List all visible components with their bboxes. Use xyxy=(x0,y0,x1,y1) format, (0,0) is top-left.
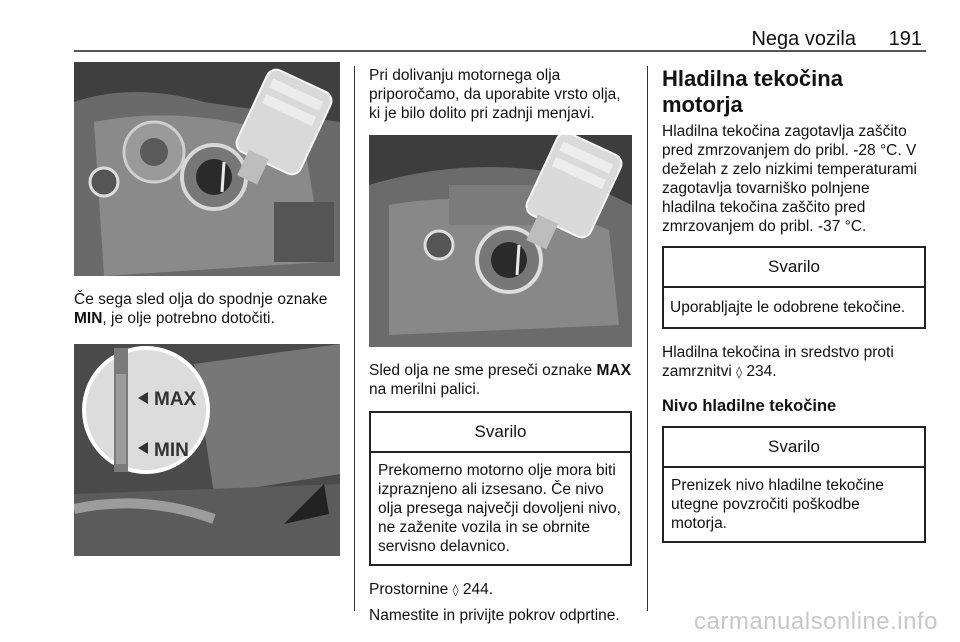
antifreeze-paragraph: Hladilna tekočina in sredstvo proti zamrznitvi ◊ 234. xyxy=(662,344,894,380)
para-text: Če sega sled olja do spodnje oznake xyxy=(74,291,328,308)
coolant-level-heading: Nivo hladilne tekočine xyxy=(662,397,837,415)
dipstick-figure xyxy=(74,344,340,556)
page-number: 191 xyxy=(888,28,922,50)
oil-pour-figure xyxy=(369,135,632,347)
warning-box-oil xyxy=(369,411,632,566)
oil-bottle-pour-icon xyxy=(369,135,632,347)
para-text: , je olje potrebno dotočiti. xyxy=(102,310,275,327)
capacity-page-link[interactable]: 244 xyxy=(462,581,489,598)
warning-box-coolant-level xyxy=(662,426,926,543)
para-text: Sled olja ne sme preseči oznake xyxy=(369,362,597,379)
max-level-paragraph xyxy=(369,361,632,399)
close-cap-paragraph: Namestite in privijte pokrov odprtine. xyxy=(369,607,620,624)
para-text: Hladilna tekočina in sredstvo proti zamrznitvi xyxy=(662,344,894,380)
page-reference-icon: ◊ xyxy=(452,583,459,597)
watermark: carmanualsonline.info xyxy=(694,608,938,635)
dipstick-max-label: MAX xyxy=(154,389,197,410)
warning-title: Svarilo xyxy=(664,248,924,288)
column-divider-2 xyxy=(647,66,648,611)
column-divider-1 xyxy=(354,66,355,611)
dipstick-min-label: MIN xyxy=(154,440,189,461)
max-mark-label: MAX xyxy=(596,362,631,379)
warning-title: Svarilo xyxy=(371,413,630,453)
column-1 xyxy=(74,62,340,556)
coolant-heading: Hladilna tekočina motorja xyxy=(662,66,843,117)
min-mark-label: MIN xyxy=(74,310,103,327)
para-text: na merilni palici. xyxy=(369,381,481,398)
oil-bottle-pour-icon xyxy=(74,62,340,276)
page-header xyxy=(74,22,926,52)
column-3 xyxy=(662,62,926,543)
warning-box-coolant xyxy=(662,246,926,329)
oil-type-paragraph: Pri dolivanju motornega olja priporočamo, da uporabite vrsto olja, ki je bilo dolito pri zadnji menjavi. xyxy=(369,67,621,122)
warning-body: Uporabljajte le odobrene tekočine. xyxy=(670,299,906,316)
warning-body: Prenizek nivo hladilne tekočine utegne povzročiti poškodbe motorja. xyxy=(671,477,884,532)
warning-body: Prekomerno motorno olje mora biti izpraznjeno ali izsesano. Če nivo olja presega največji dovoljeni nivo, ne zaženite vozila in se obrnite servisno delavnico. xyxy=(378,462,621,555)
warning-title: Svarilo xyxy=(664,428,924,468)
page-reference-icon: ◊ xyxy=(736,365,743,379)
min-level-paragraph xyxy=(74,290,340,328)
antifreeze-page-link[interactable]: 234 xyxy=(746,363,773,380)
capacity-paragraph: Prostornine ◊ 244. xyxy=(369,581,494,598)
oil-fill-figure xyxy=(74,62,340,276)
section-title: Nega vozila xyxy=(751,28,856,50)
para-text: Prostornine xyxy=(369,581,453,598)
coolant-paragraph: Hladilna tekočina zagotavlja zaščito pred zmrzovanjem do pribl. -28 °C. V deželah z zelo nizkimi temperaturami zagotavlja tovarniško polnjene hladilna tekočina zaščito pred zmrzovanjem do pribl. -37 °C. xyxy=(662,123,917,235)
column-2 xyxy=(369,62,632,625)
